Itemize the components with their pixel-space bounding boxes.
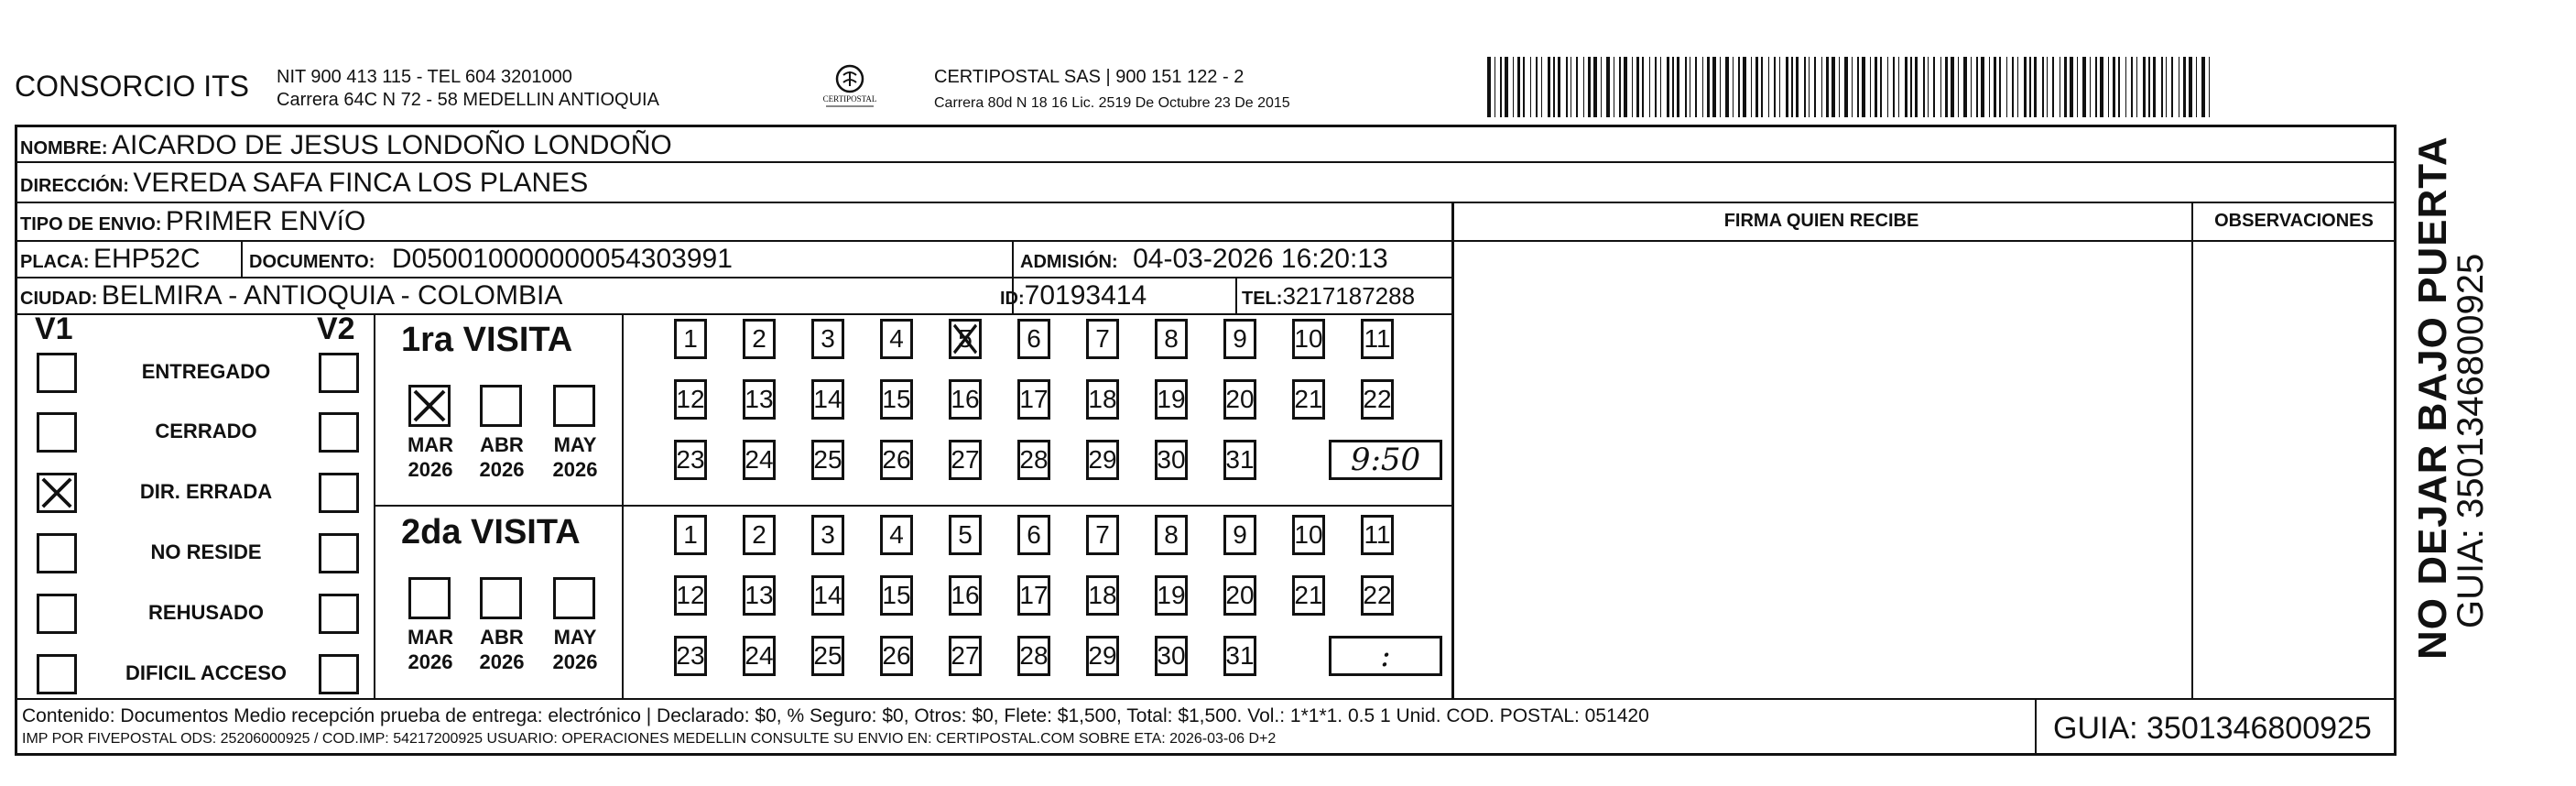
barcode-bar: [2201, 57, 2205, 117]
barcode-bar: [1999, 57, 2001, 117]
day-box[interactable]: 30: [1155, 440, 1188, 480]
frame-bottom: [15, 753, 2397, 756]
barcode-bar: [2006, 57, 2007, 117]
barcode-bar: [1725, 57, 1729, 117]
month-label: ABR 2026: [479, 433, 525, 481]
day-box[interactable]: 27: [949, 636, 982, 676]
day-box[interactable]: 12: [674, 379, 707, 420]
barcode-bar: [2095, 57, 2097, 117]
barcode-bar: [1576, 57, 1578, 117]
carrier-address: Carrera 80d N 18 16 Lic. 2519 De Octubre 23 De 2015: [934, 95, 1290, 111]
footer-imp: IMP POR FIVEPOSTAL ODS: 25206000925 / COD.IMP: 54217200925 USUARIO: OPERACIONES MEDELLIN CONSULTE SU ENVIO EN: CERTIPOSTAL.COM SOBRE ETA: 2026-03-06 D+2: [22, 731, 1277, 747]
v2-checkbox[interactable]: [319, 594, 359, 634]
visit2-title: 2da VISITA: [401, 513, 581, 551]
barcode-bar: [1880, 57, 1882, 117]
month-label: MAY 2026: [552, 433, 598, 481]
barcode-bar: [1505, 57, 1508, 117]
day-box[interactable]: 27: [949, 440, 982, 480]
day-box[interactable]: 19: [1155, 575, 1188, 616]
ciudad-value: BELMIRA - ANTIOQUIA - COLOMBIA: [101, 280, 563, 311]
side-text: [2403, 136, 2505, 660]
carrier-name: CERTIPOSTAL SAS | 900 151 122 - 2: [934, 67, 1245, 87]
day-box[interactable]: 5: [949, 319, 982, 359]
v2-checkbox[interactable]: [319, 473, 359, 513]
placa-label: PLACA:: [20, 252, 90, 272]
barcode-bar: [1523, 57, 1525, 117]
barcode-bar: [1945, 57, 1948, 117]
barcode-bar: [1720, 57, 1721, 117]
month-label: ABR 2026: [479, 626, 525, 673]
barcode-bar: [2143, 57, 2146, 117]
day-box[interactable]: 22: [1361, 379, 1394, 420]
month-checkbox[interactable]: [408, 577, 451, 619]
v1-checkbox[interactable]: [37, 353, 77, 393]
barcode-bar: [2161, 57, 2163, 117]
day-box[interactable]: 20: [1223, 575, 1256, 616]
v1-checkbox[interactable]: [37, 654, 77, 694]
barcode-bar: [1870, 57, 1871, 117]
v1-checkbox[interactable]: [37, 533, 77, 573]
barcode-bar: [1761, 57, 1763, 117]
barcode-bar: [2153, 57, 2156, 117]
footer-guia: GUIA: 3501346800925: [2053, 711, 2372, 746]
barcode-bar: [2171, 57, 2173, 117]
v2-checkbox[interactable]: [319, 533, 359, 573]
direccion-label: DIRECCIÓN:: [20, 176, 129, 196]
barcode-bar: [1821, 57, 1822, 117]
no-dejar-warning: NO DEJAR BAJO PUERTA: [2410, 136, 2455, 660]
day-box[interactable]: 29: [1086, 440, 1119, 480]
day-box[interactable]: 10: [1292, 319, 1325, 359]
id-row: [1000, 280, 1147, 311]
company-nit: NIT 900 413 115 - TEL 604 3201000: [277, 67, 572, 87]
admision-label: ADMISIÓN:: [1020, 252, 1118, 272]
barcode-bar: [1642, 57, 1644, 117]
nombre-row: [20, 130, 672, 161]
barcode-bar: [2034, 57, 2037, 117]
barcode-bar: [1513, 57, 1514, 117]
barcode-bar: [1976, 57, 1978, 117]
tel-row: [1242, 282, 1415, 311]
barcode-bar: [1536, 57, 1538, 117]
barcode-bar: [1755, 57, 1758, 117]
day-box[interactable]: 14: [811, 379, 844, 420]
barcode-bar: [1971, 57, 1972, 117]
day-box[interactable]: 28: [1017, 636, 1050, 676]
barcode-bar: [1989, 57, 1990, 117]
tel-value: 3217187288: [1282, 282, 1416, 310]
barcode-bar: [1677, 57, 1679, 117]
barcode-bar: [1844, 57, 1848, 117]
barcode-bar: [1981, 57, 1984, 117]
barcode-bar: [1814, 57, 1816, 117]
v2-checkbox[interactable]: [319, 353, 359, 393]
nombre-label: NOMBRE:: [20, 138, 108, 158]
status-label: DIFICIL ACCESO: [125, 661, 287, 684]
day-box[interactable]: 26: [880, 636, 913, 676]
barcode-bar: [1707, 57, 1710, 117]
day-box[interactable]: 17: [1017, 379, 1050, 420]
barcode-bar: [1530, 57, 1531, 117]
documento-value: D050010000000054303991: [391, 244, 733, 274]
barcode-bar: [1667, 57, 1669, 117]
barcode-bar: [1862, 57, 1865, 117]
day-box[interactable]: 7: [1086, 319, 1119, 359]
barcode: [1487, 57, 2216, 117]
barcode-bar: [2108, 57, 2109, 117]
day-box[interactable]: 9: [1223, 319, 1256, 359]
barcode-bar: [1852, 57, 1853, 117]
barcode-bar: [1487, 57, 1491, 117]
barcode-bar: [1541, 57, 1542, 117]
barcode-bar: [1958, 57, 1959, 117]
day-box[interactable]: 30: [1155, 636, 1188, 676]
barcode-bar: [1593, 57, 1597, 117]
status-label: NO RESIDE: [150, 540, 262, 563]
svg-text:CERTIPOSTAL: CERTIPOSTAL: [822, 94, 877, 104]
v1-checkbox[interactable]: [37, 412, 77, 453]
barcode-bar: [2024, 57, 2027, 117]
barcode-bar: [1915, 57, 1918, 117]
day-box[interactable]: 4: [880, 319, 913, 359]
barcode-bar: [1695, 57, 1697, 117]
day-box[interactable]: 24: [743, 636, 776, 676]
barcode-bar: [1548, 57, 1550, 117]
barcode-bar: [1733, 57, 1734, 117]
day-box[interactable]: 6: [1017, 319, 1050, 359]
barcode-bar: [2047, 57, 2048, 117]
day-box[interactable]: 10: [1292, 515, 1325, 555]
barcode-bar: [1774, 57, 1776, 117]
direccion-row: [20, 168, 588, 199]
barcode-bar: [1951, 57, 1954, 117]
day-box[interactable]: 13: [743, 379, 776, 420]
barcode-bar: [2052, 57, 2054, 117]
barcode-bar: [1933, 57, 1935, 117]
barcode-bar: [1875, 57, 1877, 117]
barcode-bar: [1839, 57, 1840, 117]
barcode-bar: [1910, 57, 1912, 117]
observations-area[interactable]: [2196, 246, 2390, 694]
tipo-row: [20, 206, 365, 237]
month-checkbox[interactable]: [480, 577, 522, 619]
barcode-bar: [1601, 57, 1602, 117]
barcode-bar: [1887, 57, 1888, 117]
day-box[interactable]: 31: [1223, 636, 1256, 676]
barcode-bar: [1857, 57, 1859, 117]
barcode-bar: [2082, 57, 2086, 117]
day-box[interactable]: 22: [1361, 575, 1394, 616]
barcode-bar: [2029, 57, 2031, 117]
frame-left: [15, 125, 17, 755]
day-box[interactable]: 18: [1086, 379, 1119, 420]
barcode-bar: [1619, 57, 1621, 117]
day-box[interactable]: 26: [880, 440, 913, 480]
barcode-bar: [1804, 57, 1806, 117]
barcode-bar: [1672, 57, 1674, 117]
barcode-bar: [2125, 57, 2126, 117]
barcode-bar: [1702, 57, 1703, 117]
barcode-bar: [1826, 57, 1829, 117]
visit1-title: 1ra VISITA: [401, 321, 573, 359]
barcode-bar: [2166, 57, 2167, 117]
day-box[interactable]: 5: [949, 515, 982, 555]
month-label: MAR 2026: [407, 433, 454, 481]
day-box[interactable]: 25: [811, 440, 844, 480]
day-box[interactable]: 3: [811, 515, 844, 555]
day-box[interactable]: 29: [1086, 636, 1119, 676]
status-label: ENTREGADO: [141, 360, 271, 383]
placa-value: EHP52C: [93, 244, 201, 274]
day-box[interactable]: 21: [1292, 575, 1325, 616]
day-box[interactable]: 23: [674, 440, 707, 480]
documento-row: [249, 244, 733, 275]
day-box[interactable]: 31: [1223, 440, 1256, 480]
barcode-bar: [2136, 57, 2137, 117]
barcode-bar: [1898, 57, 1899, 117]
barcode-bar: [2100, 57, 2103, 117]
direccion-value: VEREDA SAFA FINCA LOS PLANES: [133, 168, 589, 198]
barcode-bar: [2118, 57, 2120, 117]
frame-top: [15, 125, 2396, 127]
barcode-bar: [1606, 57, 1610, 117]
ciudad-row: [20, 280, 562, 311]
day-box[interactable]: 16: [949, 575, 982, 616]
id-value: 70193414: [1024, 280, 1147, 311]
barcode-bar: [1655, 57, 1657, 117]
day-box[interactable]: 23: [674, 636, 707, 676]
id-label: ID:: [1000, 289, 1025, 309]
barcode-bar: [2131, 57, 2133, 117]
barcode-bar: [1685, 57, 1687, 117]
ciudad-label: CIUDAD:: [20, 289, 98, 309]
tel-label: TEL:: [1242, 289, 1283, 309]
barcode-bar: [2064, 57, 2067, 117]
documento-label: DOCUMENTO:: [249, 252, 375, 272]
day-box[interactable]: 24: [743, 440, 776, 480]
month-checkbox[interactable]: [553, 577, 595, 619]
barcode-bar: [1791, 57, 1793, 117]
v2-label: V2: [317, 311, 355, 346]
day-box[interactable]: 6: [1017, 515, 1050, 555]
day-box[interactable]: 3: [811, 319, 844, 359]
v1-label: V1: [35, 311, 73, 346]
day-box[interactable]: 20: [1223, 379, 1256, 420]
day-box[interactable]: 14: [811, 575, 844, 616]
barcode-bar: [1786, 57, 1788, 117]
firma-label: FIRMA QUIEN RECIBE: [1723, 211, 1919, 231]
barcode-bar: [1923, 57, 1925, 117]
barcode-bar: [1712, 57, 1716, 117]
day-box[interactable]: 19: [1155, 379, 1188, 420]
barcode-bar: [1905, 57, 1908, 117]
barcode-bar: [2183, 57, 2186, 117]
day-box[interactable]: 11: [1361, 319, 1394, 359]
barcode-bar: [1831, 57, 1835, 117]
barcode-bar: [1649, 57, 1650, 117]
day-box[interactable]: 1: [674, 515, 707, 555]
barcode-bar: [1500, 57, 1502, 117]
barcode-bar: [1558, 57, 1560, 117]
footer-contenido: Contenido: Documentos Medio recepción prueba de entrega: electrónico | Declarado: $0, % Seguro: $0, Otros: $0, Flete: $1,500, Total: $1,500. Vol.: 1*1*1. 0.5 1 Unid. COD. POSTAL: 051420: [22, 705, 1649, 726]
month-checkbox[interactable]: [480, 385, 522, 427]
status-label: REHUSADO: [148, 601, 264, 624]
barcode-bar: [1632, 57, 1633, 117]
barcode-bar: [1928, 57, 1929, 117]
barcode-bar: [1809, 57, 1810, 117]
v2-checkbox[interactable]: [319, 654, 359, 694]
day-box[interactable]: 17: [1017, 575, 1050, 616]
v1-checkbox[interactable]: [37, 594, 77, 634]
day-box[interactable]: 25: [811, 636, 844, 676]
side-guia: GUIA: 3501346800925: [2451, 253, 2491, 628]
company-name: CONSORCIO ITS: [15, 70, 250, 103]
signature-area[interactable]: [1458, 246, 2187, 694]
barcode-bar: [2196, 57, 2197, 117]
day-box[interactable]: 15: [880, 379, 913, 420]
barcode-bar: [2070, 57, 2073, 117]
barcode-bar: [1636, 57, 1639, 117]
barcode-bar: [1553, 57, 1555, 117]
barcode-bar: [1893, 57, 1895, 117]
v1-checkbox[interactable]: [37, 473, 77, 513]
day-box[interactable]: 1: [674, 319, 707, 359]
month-checkbox[interactable]: [553, 385, 595, 427]
tipo-value: PRIMER ENVíO: [165, 206, 366, 236]
day-box[interactable]: 11: [1361, 515, 1394, 555]
nombre-value: AICARDO DE JESUS LONDOÑO LONDOÑO: [112, 130, 672, 160]
day-box[interactable]: 21: [1292, 379, 1325, 420]
day-box[interactable]: 12: [674, 575, 707, 616]
time-box[interactable]: 9:50: [1329, 440, 1442, 480]
barcode-bar: [1963, 57, 1967, 117]
admision-row: [1020, 244, 1388, 275]
tipo-label: TIPO DE ENVIO:: [20, 214, 162, 235]
barcode-bar: [1796, 57, 1799, 117]
barcode-bar: [2012, 57, 2014, 117]
time-box[interactable]: :: [1329, 636, 1442, 676]
month-checkbox[interactable]: [408, 385, 451, 427]
month-label: MAR 2026: [407, 626, 454, 673]
day-box[interactable]: 2: [743, 319, 776, 359]
barcode-bar: [2209, 57, 2210, 117]
barcode-bar: [2090, 57, 2091, 117]
day-box[interactable]: 8: [1155, 319, 1188, 359]
barcode-bar: [2017, 57, 2018, 117]
status-label: CERRADO: [155, 420, 257, 442]
barcode-bar: [1624, 57, 1627, 117]
barcode-bar: [1940, 57, 1941, 117]
barcode-bar: [1994, 57, 1996, 117]
status-label: DIR. ERRADA: [139, 480, 273, 503]
day-box[interactable]: 8: [1155, 515, 1188, 555]
day-box[interactable]: 18: [1086, 575, 1119, 616]
barcode-bar: [2042, 57, 2044, 117]
company-address: Carrera 64C N 72 - 58 MEDELLIN ANTIOQUIA: [277, 90, 659, 110]
barcode-bar: [1583, 57, 1584, 117]
day-box[interactable]: 16: [949, 379, 982, 420]
barcode-bar: [2113, 57, 2115, 117]
barcode-bar: [1738, 57, 1740, 117]
barcode-bar: [1588, 57, 1591, 117]
barcode-bar: [2189, 57, 2192, 117]
barcode-bar: [1751, 57, 1752, 117]
day-box[interactable]: 9: [1223, 515, 1256, 555]
certipostal-logo: [813, 62, 886, 110]
barcode-bar: [1779, 57, 1780, 117]
month-label: MAY 2026: [552, 626, 598, 673]
day-box[interactable]: 13: [743, 575, 776, 616]
barcode-bar: [1566, 57, 1568, 117]
v2-checkbox[interactable]: [319, 412, 359, 453]
day-box[interactable]: 7: [1086, 515, 1119, 555]
observaciones-label: OBSERVACIONES: [2214, 211, 2374, 231]
day-box[interactable]: 28: [1017, 440, 1050, 480]
barcode-bar: [1743, 57, 1746, 117]
placa-row: [20, 244, 201, 275]
day-box[interactable]: 4: [880, 515, 913, 555]
admision-value: 04-03-2026 16:20:13: [1133, 244, 1388, 274]
barcode-bar: [1660, 57, 1661, 117]
barcode-bar: [2148, 57, 2150, 117]
barcode-bar: [1517, 57, 1520, 117]
day-box[interactable]: 2: [743, 515, 776, 555]
day-box[interactable]: 15: [880, 575, 913, 616]
barcode-bar: [2077, 57, 2078, 117]
barcode-bar: [1768, 57, 1769, 117]
